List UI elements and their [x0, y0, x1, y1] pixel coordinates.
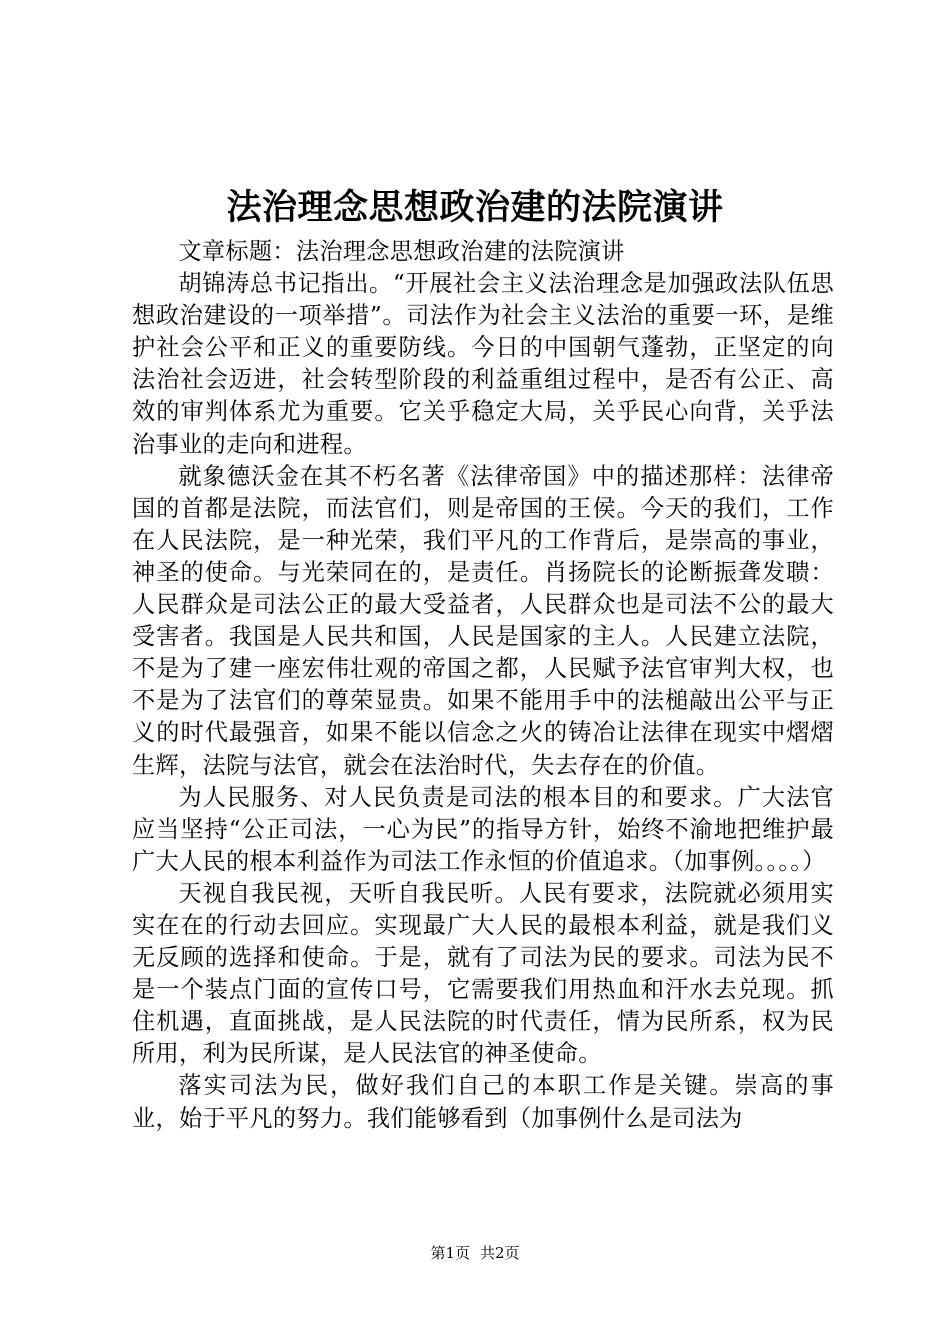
- paragraph: 胡锦涛总书记指出。“开展社会主义法治理念是加强政法队伍思想政治建设的一项举措”。司法作为社会主义法治的重要一环，是维护社会公平和正义的重要防线。今日的中国朝气蓬勃，正坚定的向法治社会迈进，社会转型阶段的利益重组过程中，是否有公正、高效的审判体系尤为重要。它关乎稳定大局，关乎民心向背，关乎法治事业的走向和进程。: [132, 270, 834, 458]
- paragraph: 落实司法为民，做好我们自己的本职工作是关键。崇高的事业，始于平凡的努力。我们能够看到（加事例什么是司法为: [132, 1072, 834, 1132]
- page-footer: [0, 1243, 950, 1263]
- paragraph: 天视自我民视，天听自我民听。人民有要求，法院就必须用实实在在的行动去回应。实现最广大人民的最根本利益，就是我们义无反顾的选择和使命。于是，就有了司法为民的要求。司法为民不是一个装点门面的宣传口号，它需要我们用热血和汗水去兑现。抓住机遇，直面挑战，是人民法院的时代责任，情为民所系，权为民所用，利为民所谋，是人民法官的神圣使命。: [132, 879, 834, 1068]
- paragraph-article-title: 文章标题：法治理念思想政治建的法院演讲: [178, 238, 625, 265]
- paragraph: 就象德沃金在其不朽名著《法律帝国》中的描述那样：法律帝国的首都是法院，而法官们，则是帝国的王侯。今天的我们，工作在人民法院，是一种光荣，我们平凡的工作背后，是崇高的事业，神圣的使命。与光荣同在的，是责任。肖扬院长的论断振聋发聩：人民群众是司法公正的最大受益者，人民群众也是司法不公的最大受害者。我国是人民共和国，人民是国家的主人。人民建立法院，不是为了建一座宏伟壮观的帝国之都，人民赋予法官审判大权，也不是为了法官们的尊荣显贵。如果不能用手中的法槌敲出公平与正义的时代最强音，如果不能以信念之火的铸冶让法律在现实中熠熠生辉，法院与法官，就会在法治时代，失去存在的价值。: [132, 462, 834, 779]
- document-body: [132, 236, 834, 1135]
- document-title: 法治理念思想政治建的法院演讲: [226, 187, 724, 228]
- page-number: 第1页: [430, 1244, 470, 1262]
- page-total: 共2页: [480, 1244, 520, 1262]
- paragraph: 为人民服务、对人民负责是司法的根本目的和要求。广大法官应当坚持“公正司法，一心为民”的指导方针，始终不渝地把维护最广大人民的根本利益作为司法工作永恒的价值追求。（加事例。。。。）: [132, 783, 834, 875]
